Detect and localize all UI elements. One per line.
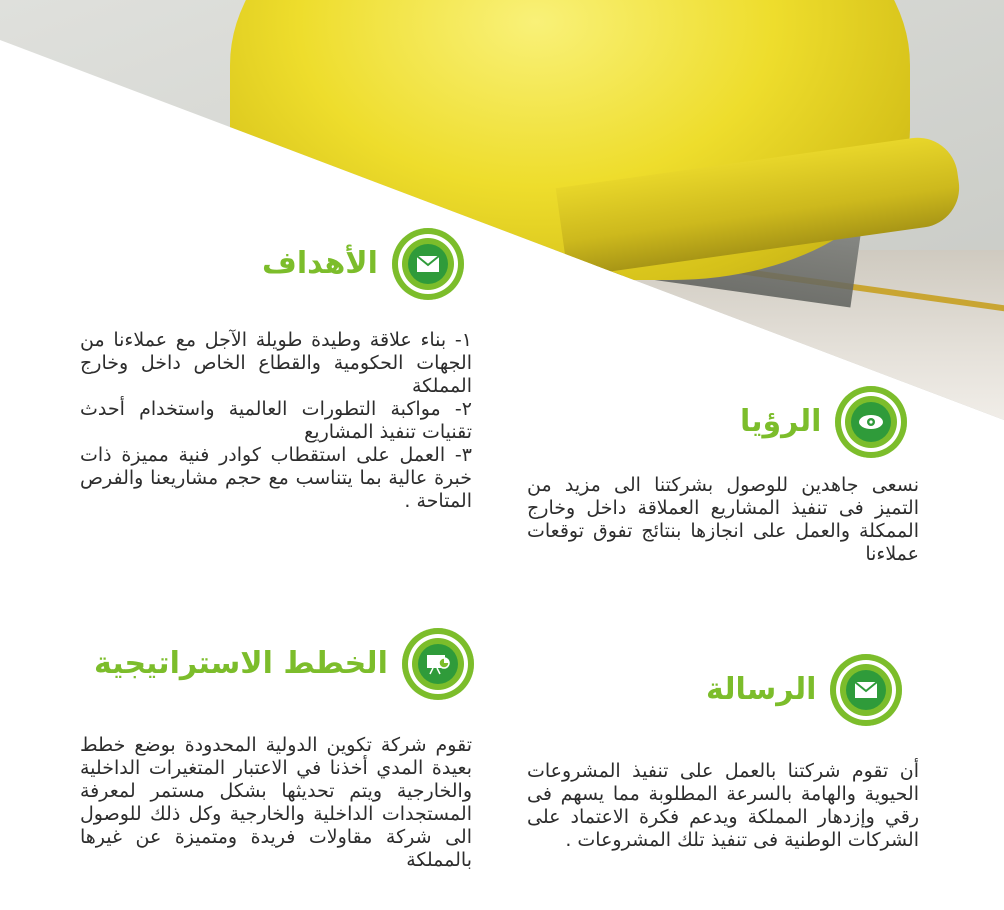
vision-heading [740, 386, 907, 458]
goals-icon-ring [392, 228, 464, 300]
goals-item: ٢- مواكبة التطورات العالمية واستخدام أحدث تقنيات تنفيذ المشاريع [80, 398, 472, 443]
goals-item: ١- بناء علاقة وطيدة طويلة الآجل مع عملاءنا من الجهات الحكومية والقطاع الخاص داخل وخارج المملكة [80, 329, 472, 397]
mission-icon-ring [830, 654, 902, 726]
envelope-icon [408, 244, 448, 284]
envelope-icon [846, 670, 886, 710]
goals-body [80, 329, 472, 513]
goals-heading [262, 228, 464, 300]
strategy-heading [94, 628, 474, 700]
mission-body: أن تقوم شركتنا بالعمل على تنفيذ المشروعات الحيوية والهامة بالسرعة المطلوبة مما يسهم فى رقي وإزدهار المملكة ويدعم فكرة الاعتماد على الشركات الوطنية فى تنفيذ تلك المشروعات . [527, 760, 919, 851]
strategy-icon-ring [402, 628, 474, 700]
strategy-title: الخطط الاستراتيجية [94, 646, 388, 681]
vision-icon-ring [835, 386, 907, 458]
presentation-chart-icon [418, 644, 458, 684]
mission-heading [706, 654, 902, 726]
strategy-body: تقوم شركة تكوين الدولية المحدودة بوضع خطط بعيدة المدي أخذنا في الاعتبار المتغيرات الداخلية والخارجية ويتم تحديثها بشكل مستمر لمعرفة المستجدات الداخلية والخارجية وكل ذلك للوصول الى شركة مقاولات فريدة ومتميزة عن غيرها بالمملكة [80, 734, 472, 871]
vision-body: نسعى جاهدين للوصول بشركتنا الى مزيد من التميز فى تنفيذ المشاريع العملاقة داخل وخارج الممكلة والعمل على انجازها بنتائج تفوق توقعات عملاءنا [527, 474, 919, 565]
mission-title: الرسالة [706, 672, 817, 707]
goals-item: ٣- العمل على استقطاب كوادر فنية مميزة ذات خبرة عالية بما يتناسب مع حجم مشاريعنا والفرص المتاحة . [80, 444, 472, 512]
goals-title: الأهداف [262, 246, 378, 281]
eye-icon [851, 402, 891, 442]
vision-title: الرؤيا [740, 404, 822, 439]
